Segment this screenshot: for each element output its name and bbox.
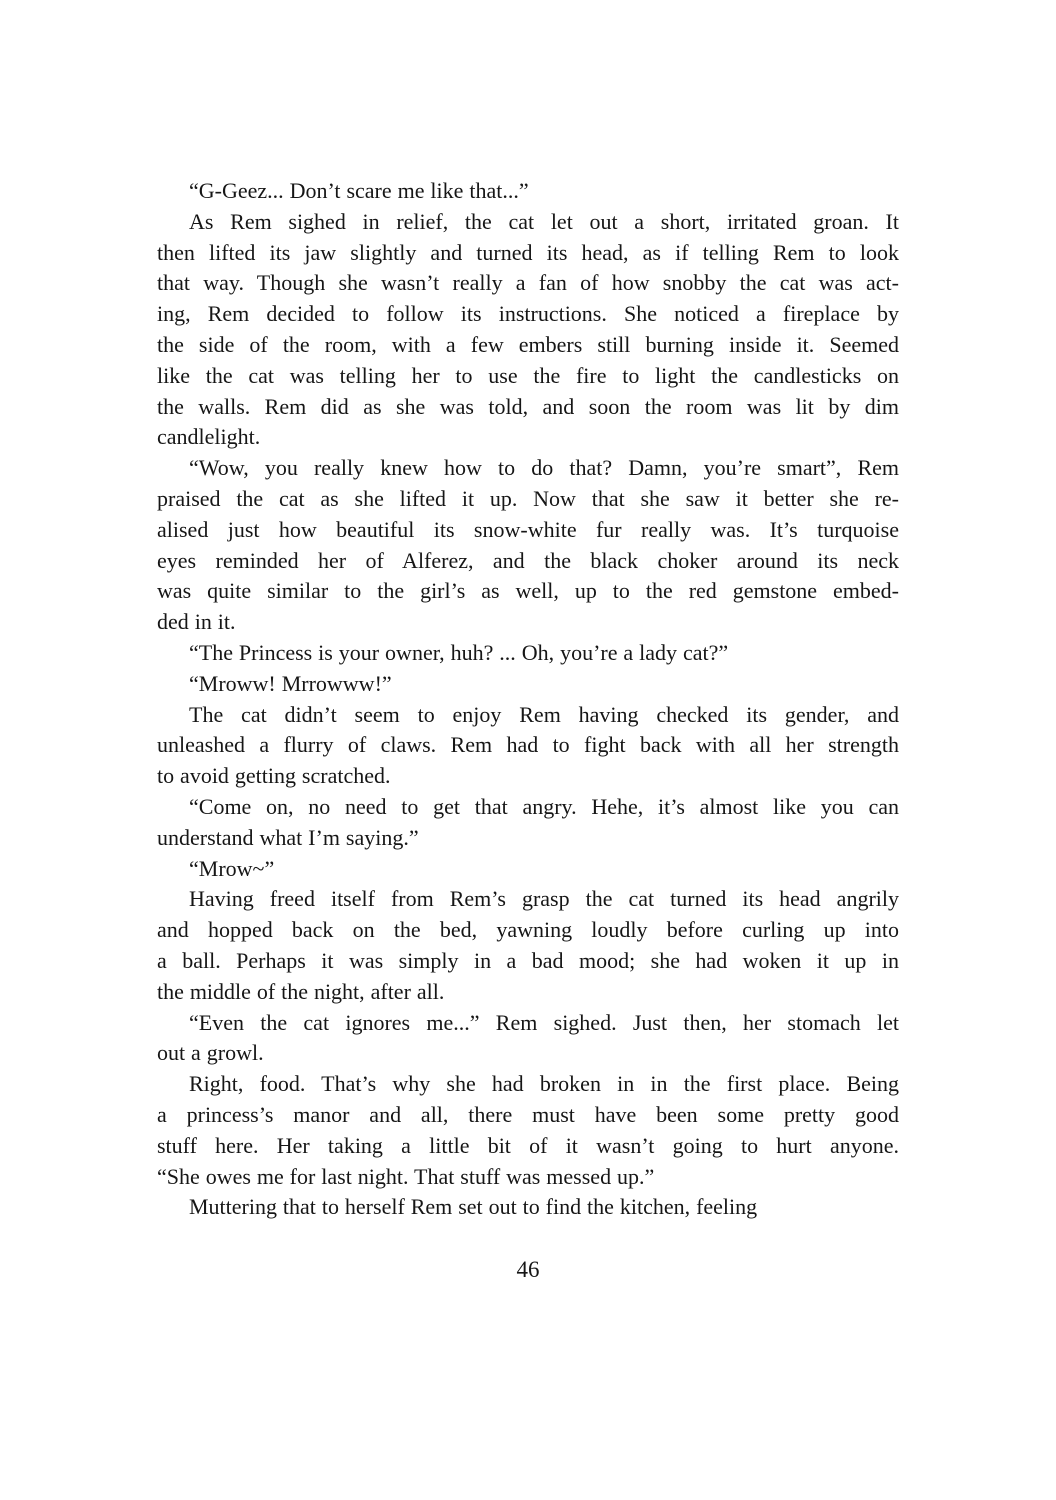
paragraph [157,792,899,854]
body-text [157,176,899,1223]
paragraph [157,638,899,669]
text-line: “Even the cat ignores me...” Rem sighed. Just then, her stomach let [189,1009,899,1035]
text-line: “Mroww! Mrrowww!” [189,670,392,696]
text-line: Muttering that to herself Rem set out to find the kitchen, feeling [189,1194,758,1220]
text-line: like the cat was telling her to use the fire to light the candlesticks on [157,362,899,388]
text-line: “Wow, you really knew how to do that? Damn, you’re smart”, Rem [189,455,899,481]
text-line: out a growl. [157,1040,264,1066]
text-line: stuff here. Her taking a little bit of it wasn’t going to hurt anyone. [157,1132,899,1158]
paragraph [157,176,899,207]
text-line: a princess’s manor and all, there must have been some pretty good [157,1101,899,1127]
paragraph [157,1008,899,1070]
paragraph [157,1069,899,1192]
text-line: eyes reminded her of Alferez, and the black choker around its neck [157,547,899,573]
text-line: that way. Though she wasn’t really a fan of how snobby the cat was act- [157,270,899,296]
paragraph [157,700,899,792]
text-line: a ball. Perhaps it was simply in a bad mood; she had woken it up in [157,947,899,973]
text-line: the middle of the night, after all. [157,978,445,1004]
text-line: Right, food. That’s why she had broken in in the first place. Being [189,1071,899,1097]
text-line: was quite similar to the girl’s as well, up to the red gemstone embed- [157,578,899,604]
text-line: “The Princess is your owner, huh? ... Oh, you’re a lady cat?” [189,639,729,665]
text-line: praised the cat as she lifted it up. Now that she saw it better she re- [157,485,899,511]
paragraph [157,884,899,1007]
text-line: The cat didn’t seem to enjoy Rem having checked its gender, and [189,701,899,727]
text-line: “She owes me for last night. That stuff was messed up.” [157,1163,655,1189]
text-line: understand what I’m saying.” [157,824,419,850]
text-line: alised just how beautiful its snow-white fur really was. It’s turquoise [157,516,899,542]
text-line: the walls. Rem did as she was told, and soon the room was lit by dim [157,393,899,419]
text-line: unleashed a flurry of claws. Rem had to fight back with all her strength [157,732,899,758]
paragraph [157,854,899,885]
paragraph [157,453,899,638]
paragraph [157,1192,899,1223]
text-line: and hopped back on the bed, yawning loudly before curling up into [157,917,899,943]
text-line: “G-Geez... Don’t scare me like that...” [189,178,529,203]
text-line: ded in it. [157,609,236,635]
text-line: Having freed itself from Rem’s grasp the cat turned its head angrily [189,886,899,912]
text-line: to avoid getting scratched. [157,763,391,789]
paragraph [157,669,899,700]
text-line: ing, Rem decided to follow its instructions. She noticed a fireplace by [157,301,899,327]
text-line: “Mrow~” [189,855,275,881]
text-line: then lifted its jaw slightly and turned its head, as if telling Rem to look [157,239,899,265]
paragraph [157,207,899,453]
text-line: “Come on, no need to get that angry. Hehe, it’s almost like you can [189,793,899,819]
text-line: As Rem sighed in relief, the cat let out a short, irritated groan. It [189,208,899,234]
text-line: candlelight. [157,424,261,450]
text-line: the side of the room, with a few embers still burning inside it. Seemed [157,331,899,357]
page-number: 46 [516,1257,540,1282]
